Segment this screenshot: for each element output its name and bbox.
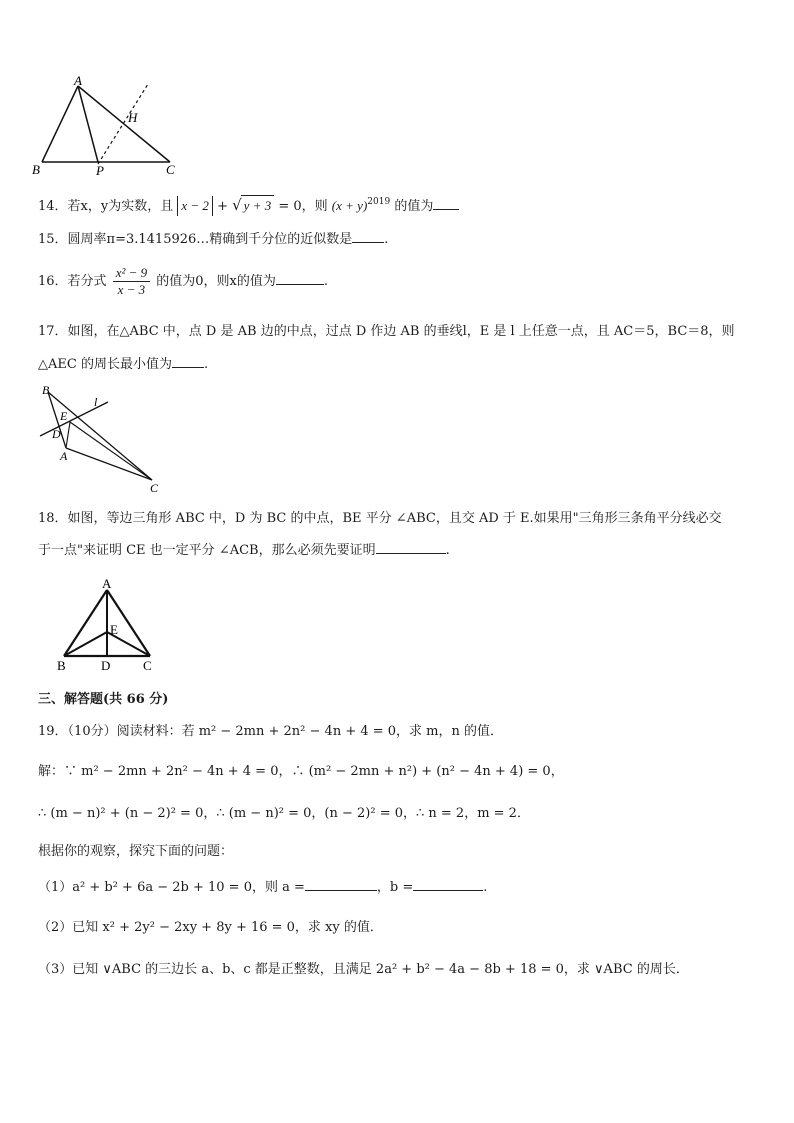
q17-tail: .: [203, 357, 209, 372]
question-19-part-2: [38, 918, 383, 938]
q17-answer-blank[interactable]: [172, 353, 204, 368]
q19-p1-answer-a[interactable]: [305, 876, 377, 891]
label-c: C: [143, 658, 152, 673]
q19-sol2: ∴ (m − n)² + (n − 2)² = 0，∴ (m − n)² = 0，(n − 2)² = 0，∴ n = 2，m = 2．: [38, 806, 530, 821]
q14-text-b: 的值为: [394, 199, 434, 214]
q14-number: 14．: [38, 199, 68, 214]
section-3-title: 三、解答题(共 66 分): [38, 692, 169, 707]
q16-answer-blank[interactable]: [276, 270, 324, 285]
figure-triangle-perpendicular: [30, 380, 170, 495]
q19-prompt: 根据你的观察，探究下面的问题：: [38, 844, 234, 859]
q19-p1-tail: .: [483, 880, 488, 895]
question-19-part-1: [38, 876, 487, 898]
q18-answer-blank[interactable]: [376, 539, 446, 554]
perpendicular-line-l: [40, 402, 108, 436]
label-c: C: [150, 481, 159, 495]
figure-equilateral-triangle: [52, 574, 164, 674]
label-p: P: [96, 163, 104, 178]
question-16: [38, 264, 328, 300]
label-a: A: [74, 74, 82, 88]
q17-line2: △AEC 的周长最小值为: [38, 357, 172, 372]
q18-tail: .: [445, 543, 450, 558]
question-15: [38, 228, 388, 250]
label-d: D: [101, 658, 111, 673]
segment-ap: [78, 86, 98, 162]
segment-ac: [78, 86, 170, 162]
question-19-part-3: [38, 960, 689, 980]
q18-line2: 于一点"来证明 CE 也一定平分 ∠ACB，那么必须先要证明: [38, 543, 376, 558]
label-l: l: [94, 395, 98, 409]
q15-answer-blank[interactable]: [352, 228, 384, 243]
question-19-prompt: [38, 842, 233, 862]
segment-ac: [66, 448, 152, 480]
q19-p2: （2）已知 x² + 2y² − 2xy + 8y + 16 = 0，求 xy 的值．: [38, 920, 383, 935]
q15-text: 15．圆周率π=3.1415926…精确到千分位的近似数是: [38, 232, 353, 247]
question-19-solution-2: [38, 804, 530, 824]
label-h: H: [128, 110, 138, 125]
q16-number: 16．若分式: [38, 274, 107, 289]
segment-ab: [42, 86, 78, 162]
q14-answer-blank[interactable]: [433, 195, 459, 210]
segment-ea: [66, 422, 70, 448]
question-17-line2: [38, 353, 208, 375]
question-14: 14．若x，y为实数，且 x − 2 + √ y + 3 = 0，则 $(x + y)^{2019}$ 的值为: [38, 192, 459, 217]
label-e: E: [110, 622, 118, 637]
q16-numerator: x² − 9: [113, 265, 150, 282]
label-b: B: [57, 658, 66, 673]
question-18-line2: [38, 539, 450, 561]
q19-intro: 19．（10分）阅读材料：若 m² − 2mn + 2n² − 4n + 4 = 0，求 m，n 的值．: [38, 724, 504, 739]
q19-p1-answer-b[interactable]: [413, 876, 483, 891]
q16-fraction: [113, 265, 150, 298]
q14-plus: +: [217, 199, 228, 214]
segment-ab: [64, 590, 107, 656]
q19-p1-a: （1）a² + b² + 6a − 2b + 10 = 0，则 a =: [38, 880, 305, 895]
q19-p3: （3）已知 ∨ABC 的三边长 a、b、c 都是正整数，且满足 2a² + b² − 4a − 8b + 18 = 0，求 ∨ABC 的周长．: [38, 962, 689, 977]
question-17-line1: [38, 322, 735, 342]
q14-sqrt: y + 3: [241, 195, 275, 216]
q14-eq: = 0，则: [278, 199, 328, 214]
q16-denominator: x − 3: [117, 282, 146, 297]
label-b: B: [32, 162, 40, 177]
label-c: C: [166, 162, 175, 177]
segment-ec: [70, 422, 152, 480]
segment-bc: [48, 392, 152, 480]
q15-tail: .: [384, 232, 389, 247]
q14-power-base: (x + y): [331, 198, 368, 213]
q19-p1-b: ，b =: [376, 880, 414, 895]
q16-text-b: 的值为0，则x的值为: [156, 274, 276, 289]
question-19-solution-1: [38, 762, 564, 782]
label-a: A: [60, 449, 68, 463]
q14-text-a: 若x，y为实数，且: [67, 199, 174, 214]
q14-power-exp: 2019: [367, 197, 391, 207]
label-b: B: [42, 383, 50, 397]
question-19-intro: [38, 722, 503, 742]
q18-line1: 18．如图，等边三角形 ABC 中，D 为 BC 的中点，BE 平分 ∠ABC，且交 AD 于 E.如果用"三角形三条角平分线必交: [38, 511, 722, 526]
q17-line1: 17．如图，在△ABC 中，点 D 是 AB 边的中点，过点 D 作边 AB 的垂线l，E 是 l 上任意一点，且 AC＝5，BC＝8，则: [38, 324, 735, 339]
label-e: E: [60, 409, 68, 423]
question-18-line1: [38, 509, 722, 529]
label-d: D: [52, 427, 61, 441]
q19-sol1: 解：∵ m² − 2mn + 2n² − 4n + 4 = 0，∴ (m² − 2mn + n²) + (n² − 4n + 4) = 0，: [38, 764, 564, 779]
figure-triangle-abc-ph: [30, 74, 190, 178]
q14-abs-value: x − 2: [177, 196, 213, 216]
q16-tail: .: [323, 274, 329, 289]
section-3-heading: [38, 690, 168, 710]
segment-be: [64, 632, 107, 656]
label-a: A: [102, 576, 112, 591]
